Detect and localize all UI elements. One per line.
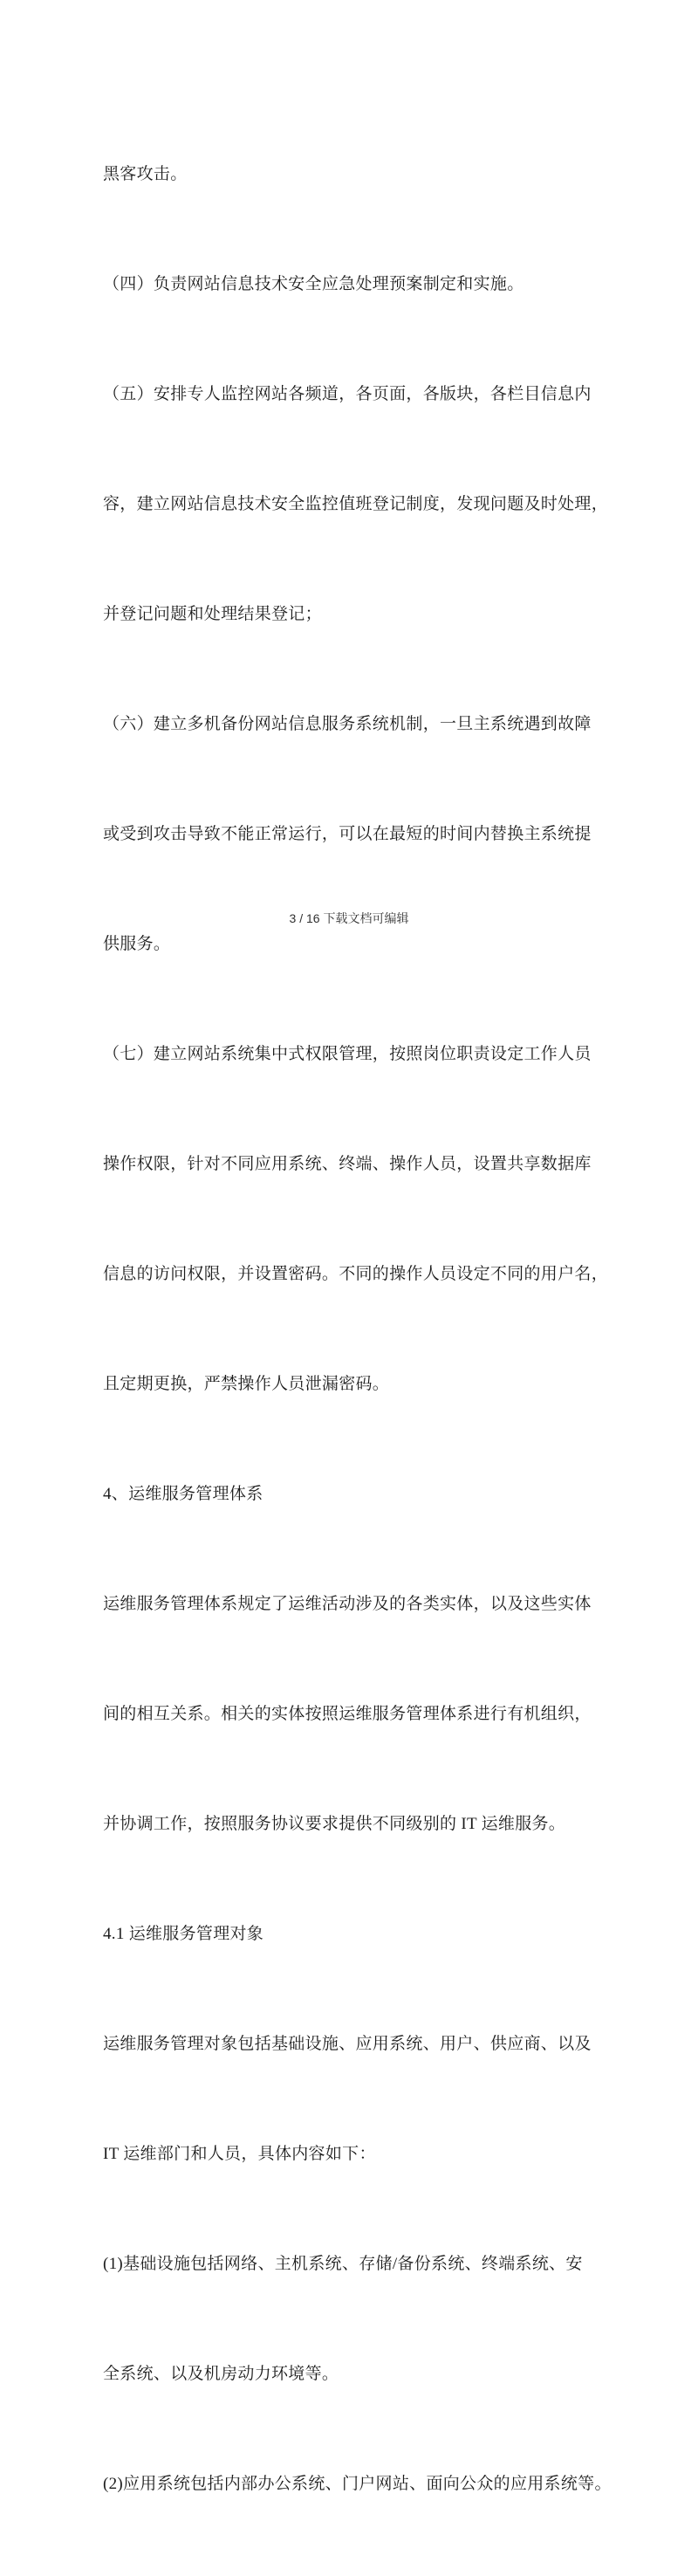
text-line: 运维服务管理体系规定了运维活动涉及的各类实体，以及这些实体 bbox=[103, 1595, 592, 1613]
text-line: （四）负责网站信息技术安全应急处理预案制定和实施。 bbox=[103, 275, 524, 293]
document-body bbox=[103, 83, 612, 2576]
text-line: 全系统、以及机房动力环境等。 bbox=[103, 2365, 339, 2383]
page-footer bbox=[0, 910, 698, 927]
text-line: (1)基础设施包括网络、主机系统、存储/备份系统、终端系统、安 bbox=[103, 2255, 583, 2273]
text-line: 供服务。 bbox=[103, 935, 171, 953]
text-line: 运维服务管理对象包括基础设施、应用系统、用户、供应商、以及 bbox=[103, 2035, 592, 2053]
text-line: 黑客攻击。 bbox=[103, 165, 188, 183]
text-line: （六）建立多机备份网站信息服务系统机制，一旦主系统遇到故障 bbox=[103, 715, 592, 733]
text-line: （七）建立网站系统集中式权限管理，按照岗位职责设定工作人员 bbox=[103, 1045, 592, 1063]
text-line: （五）安排专人监控网站各频道，各页面，各版块，各栏目信息内 bbox=[103, 385, 592, 403]
page-number-and-note: 3 / 16 下载文档可编辑 bbox=[289, 911, 409, 925]
text-line: 或受到攻击导致不能正常运行，可以在最短的时间内替换主系统提 bbox=[103, 825, 592, 843]
section-heading-line: 4.1 运维服务管理对象 bbox=[103, 1925, 264, 1943]
text-line: (2)应用系统包括内部办公系统、门户网站、面向公众的应用系统等。 bbox=[103, 2475, 612, 2493]
text-line: 间的相互关系。相关的实体按照运维服务管理体系进行有机组织， bbox=[103, 1705, 592, 1723]
text-line: 并协调工作，按照服务协议要求提供不同级别的 IT 运维服务。 bbox=[103, 1815, 566, 1833]
text-line: 信息的访问权限，并设置密码。不同的操作人员设定不同的用户名， bbox=[103, 1265, 609, 1283]
text-line: 容，建立网站信息技术安全监控值班登记制度，发现问题及时处理， bbox=[103, 495, 609, 513]
text-line: 且定期更换，严禁操作人员泄漏密码。 bbox=[103, 1375, 390, 1393]
section-heading-line: 4、运维服务管理体系 bbox=[103, 1485, 263, 1503]
text-line: 操作权限，针对不同应用系统、终端、操作人员，设置共享数据库 bbox=[103, 1155, 592, 1173]
text-line: 并登记问题和处理结果登记； bbox=[103, 605, 322, 623]
text-line: IT 运维部门和人员，具体内容如下： bbox=[103, 2145, 376, 2163]
